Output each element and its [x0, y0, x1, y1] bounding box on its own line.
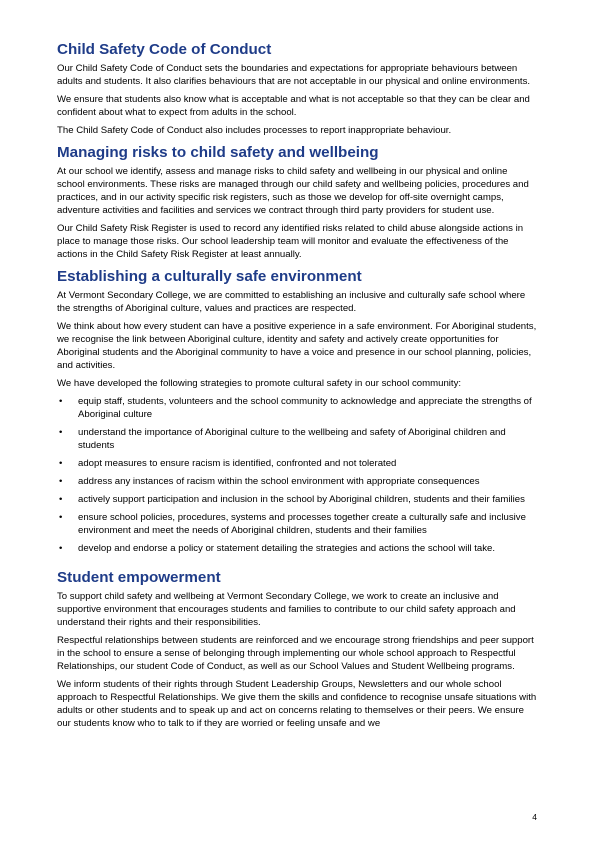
section-code-of-conduct — [57, 41, 537, 137]
list-item — [57, 493, 537, 506]
bullet-icon: • — [59, 427, 63, 438]
list-item-text: adopt measures to ensure racism is identified, confronted and not tolerated — [78, 458, 397, 469]
bullet-icon: • — [59, 494, 63, 505]
section-managing-risks — [57, 144, 537, 261]
list-item — [57, 395, 537, 421]
paragraph: The Child Safety Code of Conduct also includes processes to report inappropriate behaviour. — [57, 125, 452, 136]
paragraph: At our school we identify, assess and manage risks to child safety and wellbeing in our physical and online school environments. These risks are managed through our child safety and wellbeing policies, procedures and practices, and in our activity specific risk registers, such as those we develop for off-site overnight camps, adventure activities and facilities and services we contract through third party providers for student use. — [57, 166, 529, 216]
section-heading: Establishing a culturally safe environment — [57, 268, 362, 285]
list-item-text: ensure school policies, procedures, systems and processes together create a culturally safe and inclusive environment and meet the needs of Aboriginal children, students and their families — [78, 512, 526, 536]
bullet-icon: • — [59, 458, 63, 469]
list-item-text: understand the importance of Aboriginal culture to the wellbeing and safety of Aboriginal children and students — [78, 427, 506, 451]
section-heading: Managing risks to child safety and wellbeing — [57, 144, 379, 161]
list-item — [57, 475, 537, 488]
section-heading: Child Safety Code of Conduct — [57, 41, 272, 58]
bullet-icon: • — [59, 396, 63, 407]
bullet-icon: • — [59, 476, 63, 487]
list-item — [57, 457, 537, 470]
list-item — [57, 511, 537, 537]
list-item — [57, 426, 537, 452]
list-item-text: equip staff, students, volunteers and the school community to acknowledge and appreciate the strengths of Aboriginal culture — [78, 396, 532, 420]
section-heading: Student empowerment — [57, 569, 221, 586]
paragraph: We ensure that students also know what is acceptable and what is not acceptable so that they can be clear and confident about what to expect from adults in the school. — [57, 94, 530, 118]
page-number: 4 — [532, 812, 537, 822]
bullet-icon: • — [59, 512, 63, 523]
strategy-list — [57, 395, 537, 555]
paragraph: At Vermont Secondary College, we are committed to establishing an inclusive and culturally safe school where the strengths of Aboriginal culture, values and practices are respected. — [57, 290, 526, 314]
document-page — [57, 41, 537, 737]
paragraph: We think about how every student can have a positive experience in a safe environment. For Aboriginal students, we recognise the link between Aboriginal culture, identity and safety and actively create opportunities for Aboriginal students and the Aboriginal community to have a voice and presence in our school planning, policies, and activities. — [57, 321, 537, 371]
list-item — [57, 542, 537, 555]
section-student-empowerment — [57, 569, 537, 730]
list-item-text: develop and endorse a policy or statement detailing the strategies and actions the school will take. — [78, 543, 496, 554]
paragraph: To support child safety and wellbeing at Vermont Secondary College, we work to create an inclusive and supportive environment that encourages students and families to contribute to our child safety approach and understand their rights and their responsibilities. — [57, 591, 516, 628]
section-culturally-safe — [57, 268, 537, 555]
paragraph: Our Child Safety Code of Conduct sets the boundaries and expectations for appropriate behaviours between adults and students. It also clarifies behaviours that are not acceptable in our physical and online environments. — [57, 63, 531, 87]
list-item-text: actively support participation and inclusion in the school by Aboriginal children, students and their families — [78, 494, 525, 505]
paragraph: Respectful relationships between students are reinforced and we encourage strong friendships and peer support in the school to ensure a sense of belonging through implementing our whole school approach to Respectful Relationships, our student Code of Conduct, as well as our School Values and Student Wellbeing programs. — [57, 635, 534, 672]
paragraph: We inform students of their rights through Student Leadership Groups, Newsletters and our whole school approach to Respectful Relationships. We give them the skills and confidence to recognise unsafe situations with adults or other students and to speak up and act on concerns relating to themselves or their peers. We ensure our students know who to talk to if they are worried or feeling unsafe and we — [57, 679, 537, 729]
paragraph: Our Child Safety Risk Register is used to record any identified risks related to child abuse alongside actions in place to manage those risks. Our school leadership team will monitor and evaluate the effectiveness of the actions in the Child Safety Risk Register at least annually. — [57, 223, 524, 260]
bullet-icon: • — [59, 543, 63, 554]
paragraph: We have developed the following strategies to promote cultural safety in our school community: — [57, 378, 462, 389]
list-item-text: address any instances of racism within the school environment with appropriate consequences — [78, 476, 480, 487]
